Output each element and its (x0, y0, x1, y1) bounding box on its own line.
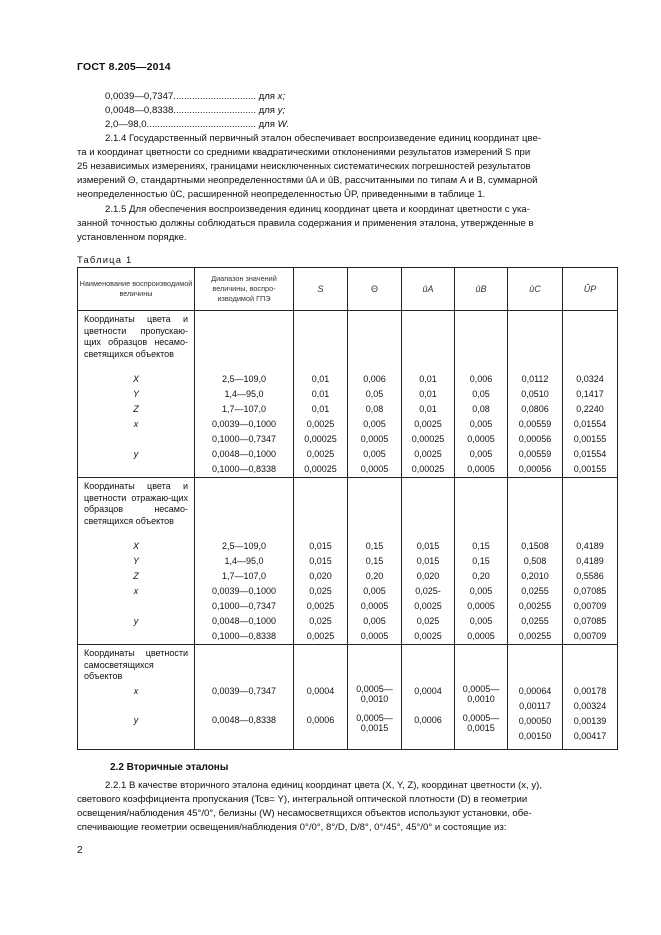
group-3-s: 0,0004 0,0006 (294, 645, 348, 750)
group-2-ua: 0,015 0,015 0,020 0,025- 0,0025 0,025 0,0025 (402, 478, 455, 645)
group-3-title: Координаты цветности самосветящихся объектов (84, 648, 188, 681)
group-3-range: 0,0039—0,7347 0,0048—0,8338 (195, 645, 294, 750)
p214-line-2: та и координат цветности со средними квадратическими отклонениями результатов измерений S при (77, 147, 531, 158)
group-3-up: 0,00178 0,00324 0,00139 0,00417 (563, 645, 618, 750)
group-3-ub: 0,0005— 0,0010 0,0005— 0,0015 (455, 645, 508, 750)
range-line-y: 0,0048—0,8338............................... для y; (105, 105, 286, 116)
p221-line-4: спечивающие геометрии освещения/наблюдения 0°/0°, 8°/D, D/8°, 0°/45°, 45°/0° и состоящие из: (77, 822, 507, 833)
p214-line-1: 2.1.4 Государственный первичный эталон обеспечивает воспроизведение единиц координат цве- (105, 133, 542, 144)
group-1-ub: 0,006 0,05 0,08 0,005 0,0005 0,005 0,0005 (455, 311, 508, 478)
header-uc: ûC (508, 268, 563, 311)
header-ub: ûB (455, 268, 508, 311)
header-s: S (294, 268, 348, 311)
group-3-cell (78, 645, 195, 750)
group-2-cell (78, 478, 195, 645)
group-2-uc: 0,1508 0,508 0,2010 0,0255 0,00255 0,0255 0,00255 (508, 478, 563, 645)
group-2-title: Координаты цвета и цветности отражаю-щих образцов несамо-светящихся объектов (84, 481, 188, 526)
table-row-group-1 (78, 311, 618, 478)
table-caption: Таблица 1 (77, 254, 133, 265)
p214-line-4: измерений Θ, стандартными неопределенностями ûA и ûB, рассчитанными по типам A и B, суммарной (77, 175, 538, 186)
group-2-ub: 0,15 0,15 0,20 0,005 0,0005 0,005 0,0005 (455, 478, 508, 645)
section-2-2-title: 2.2 Вторичные эталоны (110, 762, 229, 773)
table-header-row (78, 268, 618, 311)
table-row-group-3 (78, 645, 618, 750)
group-3-uc: 0,00064 0,00117 0,00050 0,00150 (508, 645, 563, 750)
header-ua: ûA (402, 268, 455, 311)
group-1-title: Координаты цвета и цветности пропускаю-щих образцов несамо-светящихся объектов (84, 314, 188, 359)
document-header: ГОСТ 8.205—2014 (77, 61, 171, 73)
group-2-up: 0,4189 0,4189 0,5586 0,07085 0,00709 0,07085 0,00709 (563, 478, 618, 645)
group-1-up: 0,0324 0,1417 0,2240 0,01554 0,00155 0,01554 0,00155 (563, 311, 618, 478)
group-3-ua: 0,0004 0,0006 (402, 645, 455, 750)
p215-line-3: установленном порядке. (77, 232, 187, 243)
group-2-s: 0,015 0,015 0,020 0,025 0,0025 0,025 0,0025 (294, 478, 348, 645)
p215-line-2: занной точностью должны соблюдаться правила содержания и применения эталона, утвержденные в (77, 218, 534, 229)
page-number: 2 (77, 845, 83, 856)
group-1-theta: 0,006 0,05 0,08 0,005 0,0005 0,005 0,0005 (348, 311, 402, 478)
group-1-ua: 0,01 0,01 0,01 0,0025 0,00025 0,0025 0,00025 (402, 311, 455, 478)
p214-line-5: неопределенностью ûC, расширенной неопределенностью ÛP, приведенными в таблице 1. (77, 189, 486, 200)
p221-line-1: 2.2.1 В качестве вторичного эталона единиц координат цвета (X, Y, Z), координат цветности (x, y), (105, 780, 542, 791)
group-1-cell (78, 311, 195, 478)
range-line-x: 0,0039—0,7347............................... для x; (105, 91, 286, 102)
p215-line-1: 2.1.5 Для обеспечения воспроизведения единиц координат цвета и координат цветности с ука- (105, 204, 530, 215)
range-line-w: 2,0—98,0......................................... для W. (105, 119, 290, 130)
header-name: Наименование воспроизводимой величины (78, 268, 195, 311)
group-1-uc: 0,0112 0,0510 0,0806 0,00559 0,00056 0,00559 0,00056 (508, 311, 563, 478)
group-2-symbols: X Y Z x y (132, 541, 139, 626)
header-up: ÛP (563, 268, 618, 311)
group-1-symbols: X Y Z x y (132, 374, 139, 459)
p221-line-2: светового коэффициента пропускания (Tcв= Y), интегральной оптической плотности (D) в геометрии (77, 794, 528, 805)
group-3-symbols: x y (133, 686, 139, 725)
data-table (77, 267, 618, 750)
group-1-range: 2,5—109,0 1,4—95,0 1,7—107,0 0,0039—0,1000 0,1000—0,7347 0,0048—0,1000 0,1000—0,8338 (195, 311, 294, 478)
header-theta: Θ (348, 268, 402, 311)
group-1-s: 0,01 0,01 0,01 0,0025 0,00025 0,0025 0,00025 (294, 311, 348, 478)
group-2-theta: 0,15 0,15 0,20 0,005 0,0005 0,005 0,0005 (348, 478, 402, 645)
p214-line-3: 25 независимых измерениях, границами неисключенных систематических погрешностей результатов (77, 161, 531, 172)
table-row-group-2 (78, 478, 618, 645)
group-3-theta: 0,0005— 0,0010 0,0005— 0,0015 (348, 645, 402, 750)
group-2-range: 2,5—109,0 1,4—95,0 1,7—107,0 0,0039—0,1000 0,1000—0,7347 0,0048—0,1000 0,1000—0,8338 (195, 478, 294, 645)
p221-line-3: освещения/наблюдения 45°/0°, белизны (W) несамосветящихся объектов используют установки, обе- (77, 808, 532, 819)
header-range: Диапазон значений величины, воспро-изводимой ГПЭ (195, 268, 294, 311)
